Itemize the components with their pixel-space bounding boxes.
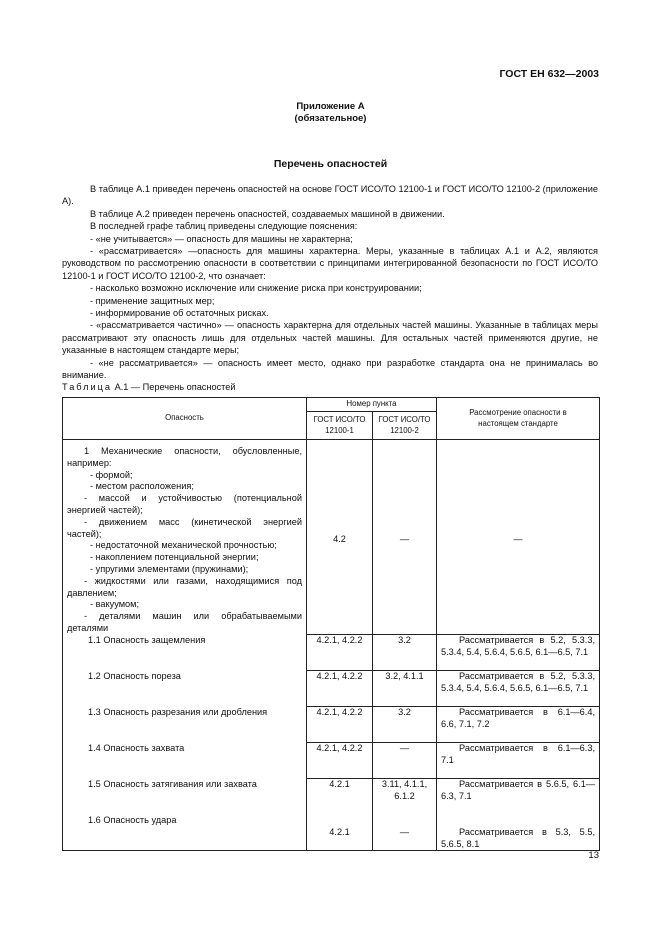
iso2-cell: 3.2 (373, 707, 437, 743)
consideration-cell: Рассматривается в 5.3, 5.5, 5.6.5, 8.1 (437, 815, 600, 851)
header-iso-12100-1: ГОСТ ИСО/ТО 12100-1 (307, 412, 373, 440)
iso1-cell: 4.2.1 (307, 779, 373, 815)
paragraph: - «не учитывается» — опасность для машины не характерна; (90, 233, 353, 244)
paragraph: - «не рассматривается» — опасность имеет место, однако при разработке стандарта она не принималась во внимание. (62, 357, 598, 381)
hazard-line: - массой и устойчивостью (потенциальной энергией частей); (67, 493, 302, 515)
consideration-cell: Рассматривается в 5.2, 5.3.3, 5.3.4, 5.4, 5.6.4, 5.6.5, 6.1—6.5, 7.1 (437, 671, 600, 707)
paragraph: В таблице А.1 приведен перечень опасностей на основе ГОСТ ИСО/ТО 12100-1 и ГОСТ ИСО/ТО 12100-2 (приложение А). (62, 184, 598, 207)
hazard-line: - накоплением потенциальной энергии; (90, 552, 259, 563)
page-number: 13 (588, 850, 599, 861)
hazard-line: 1 Механические опасности, обусловленные, например: (67, 446, 302, 468)
iso2-cell: — (373, 743, 437, 779)
hazard-line: - вакуумом; (90, 599, 140, 610)
hazard-cell (63, 440, 307, 635)
consideration-cell: Рассматривается в 6.1—6.4, 6.6, 7.1, 7.2 (437, 707, 600, 743)
paragraph: - насколько возможно исключение или снижение риска при конструировании; (90, 283, 422, 294)
hazard-line: - упругими элементами (пружинами); (90, 563, 249, 574)
hazard-line: - жидкостями или газами, находящимися под давлением; (67, 575, 302, 598)
hazard-line: - деталями машин или обрабатываемыми деталями (67, 611, 302, 633)
paragraph: - «рассматривается» —опасность для машины характерна. Меры, указанные в таблицах А.1 и А.2, являются руководством по рассмотрению опасности в соответствии с принципами интегрированной безопасности по ГОСТ ИСО/ТО 12100-1 и ГОСТ ИСО/ТО 12100-2, что означает: (62, 246, 598, 281)
paragraph: - информирование об остаточных рисках. (90, 308, 269, 319)
iso1-cell: 4.2.1, 4.2.2 (307, 743, 373, 779)
table-caption-text: А.1 — Перечень опасностей (112, 382, 236, 392)
iso2-cell: 3.2 (373, 635, 437, 671)
iso1-cell: 4.2 (307, 440, 373, 635)
table-row (63, 743, 600, 779)
hazard-table (62, 397, 600, 851)
annex-title: Приложение А (296, 101, 365, 112)
consideration-cell: — (437, 440, 600, 635)
table-row (63, 707, 600, 743)
header-iso-12100-2: ГОСТ ИСО/ТО 12100-2 (373, 412, 437, 440)
hazard-cell: 1.1 Опасность защемления (63, 635, 307, 671)
section-title: Перечень опасностей (273, 158, 388, 170)
consideration-cell: Рассматривается в 5.2, 5.3.3, 5.3.4, 5.4, 5.6.4, 5.6.5, 6.1—6.5, 7.1 (437, 635, 600, 671)
header-consideration: Рассмотрение опасности в настоящем стандарте (437, 398, 600, 440)
paragraph: - «рассматривается частично» — опасность характерна для отдельных частей машины. Указанные в таблицах меры рассматривают эту опасность лишь для отдельных частей машины. Для остальных частей применяются другие, не указанные в настоящем стандарте меры; (62, 320, 598, 356)
paragraph: В последней графе таблиц приведены следующие пояснения: (90, 221, 358, 232)
hazard-cell: 1.5 Опасность затягивания или захвата (63, 779, 307, 815)
standard-designation: ГОСТ ЕН 632—2003 (499, 68, 599, 80)
header-clause-number: Номер пункта (307, 398, 437, 412)
iso2-cell: — (373, 440, 437, 635)
iso2-cell: 3.11, 4.1.1, 6.1.2 (373, 779, 437, 815)
hazard-cell: 1.2 Опасность пореза (63, 671, 307, 707)
annex-subtitle: (обязательное) (294, 113, 367, 124)
paragraph: В таблице А.2 приведен перечень опасностей, создаваемых машиной в движении. (90, 208, 445, 219)
table-row (63, 779, 600, 815)
hazard-cell: 1.3 Опасность разрезания или дробления (63, 707, 307, 743)
hazard-line: - недостаточной механической прочностью; (90, 540, 277, 551)
hazard-cell: 1.4 Опасность захвата (63, 743, 307, 779)
body-text (62, 183, 598, 382)
table-row (63, 635, 600, 671)
header-hazard: Опасность (63, 398, 307, 440)
hazard-line: - движением масс (кинетической энергией частей); (67, 516, 302, 539)
table-caption-prefix: Таблица (62, 382, 113, 392)
consideration-cell: Рассматривается в 6.1—6.3, 7.1 (437, 743, 600, 779)
hazard-line: - формой; (90, 469, 133, 480)
consideration-cell: Рассматривается в 5.6.5, 6.1—6.3, 7.1 (437, 779, 600, 815)
hazard-line: - местом расположения; (90, 481, 194, 492)
table-caption (62, 382, 236, 392)
iso1-cell: 4.2.1, 4.2.2 (307, 707, 373, 743)
table-row (63, 671, 600, 707)
iso1-cell: 4.2.1 (307, 815, 373, 851)
table-row (63, 440, 600, 635)
iso1-cell: 4.2.1, 4.2.2 (307, 635, 373, 671)
iso1-cell: 4.2.1, 4.2.2 (307, 671, 373, 707)
hazard-cell: 1.6 Опасность удара (63, 815, 307, 851)
paragraph: - применение защитных мер; (90, 295, 215, 306)
iso2-cell: — (373, 815, 437, 851)
table-row (63, 815, 600, 851)
iso2-cell: 3.2, 4.1.1 (373, 671, 437, 707)
